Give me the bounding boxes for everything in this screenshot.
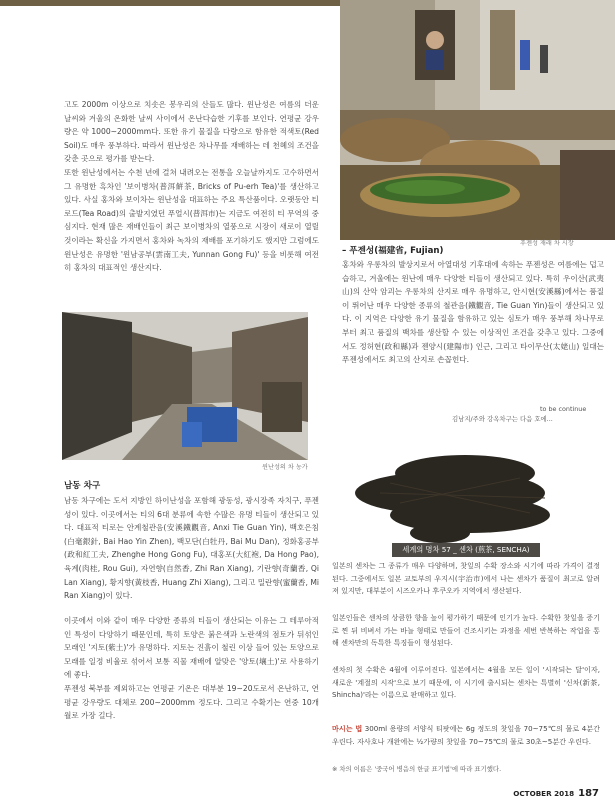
south-region-title: 남동 차구 [64, 481, 101, 491]
top-accent-bar-left [0, 0, 340, 6]
tea-market-caption: 푸젠성 재래 차 시장 [520, 240, 574, 247]
brewing-label: 마시는 법 [332, 724, 363, 733]
sencha-paragraph-3: 센차의 첫 수확은 4월에 이루어진다. 일본에서는 4월을 모든 일이 '시작되는 달'이자, 새로운 '계절의 시작'으로 보기 때문에, 이 시기에 출시되는 센차는 특별히 '신차(新茶, Shincha)'라는 이름으로 판매하고 있다. [332, 665, 600, 700]
intro-paragraph-1: 고도 2000m 이상으로 치솟은 봉우리의 산들도 많다. 윈난성은 여름의 더운 날씨와 겨울의 온화한 날씨 사이에서 온난다습한 기후를 보인다. 연평균 강우량은 약 1000~2000mm다. 또한 유기 물질을 다량으로 함유한 적색토(Red Soil)도 매우 풍부하다. 따라서 윈난성은 차나무를 재배하는 데 천혜의 조건을 갖춘 곳으로 평가를 받는다. [64, 100, 319, 164]
fujian-title: – 푸젠성(福建省, Fujian) [342, 246, 444, 256]
page-footer [513, 788, 599, 799]
tea-market-illustration [340, 0, 615, 240]
sencha-banner: 세계의 명차 57 _ 센차 (煎茶, SENCHA) [392, 543, 540, 557]
brewing-text: 300ml 용량의 서양식 티팟에는 6g 정도의 찻잎을 70~75℃의 물로 4분간 우린다. 자사호나 개완에는 ½가량의 찻잎을 70~75℃의 물로 30초~5분간 우린다. [332, 724, 600, 746]
fujian-paragraph: 홍차와 우롱차의 발상지로서 아열대성 기후대에 속하는 푸젠성은 여름에는 덥고 습하고, 겨울에는 윈난에 매우 다양한 티들이 생산되고 있다. 특히 우이산(武夷山)의 산악 암괴는 우롱차의 산지로 매우 유명하고, 안시현(安溪縣)에서는 품질이 뛰어난 매우 다양한 종류의 철관음(鐵觀音, Tie Guan Yin)들이 생산되고 있다. 이 지역은 다양한 유기 물질을 함유하고 있는 심토가 매우 풍부해 차나무로부터 최고 품질의 백차를 생산할 수 있는 이상적인 조건을 갖추고 있다. 그중에서도 정허현(政和縣)과 젠양시(建陽市) 인근, 그리고 타이무산(太姥山) 일대는 푸젠성에서도 최고의 산지로 손꼽힌다. [342, 260, 604, 365]
sencha-paragraph-2: 일본인들은 센차의 상큼한 향을 높이 평가하기 때문에 인기가 높다. 수확한 찻잎을 증기로 찐 뒤 비벼서 가는 바늘 형태로 만들어 건조시키는 과정을 세번 반복하는 작업을 통해 센차만의 독특한 특징들이 형성된다. [332, 613, 600, 648]
issue-month: OCTOBER 2018 [513, 789, 575, 798]
south-region-paragraph-2: 이곳에서 이와 같이 매우 다양한 종류의 티들이 생산되는 이유는 그 테루아적인 특성이 다양하기 때문인데, 특히 토양은 붉은색과 노란색의 점토가 뒤섞인 모래인 '지토(紫土)'가 유명하다. 지토는 진흙이 철린 이상 들어 있는 토양으로 모래를 일정 비율로 섞어서 보통 직물 재배에 알맞은 '양토(壤土)'로 사용하기에 좋다. [64, 616, 319, 680]
south-region-paragraph-1: 남동 차구에는 도서 지방인 하이난성을 포함해 광동성, 광시장족 자치구, 푸젠성이 있다. 이곳에서는 티의 6대 분류에 속한 수많은 유명 티들이 생산되고 있다. 대표적 티로는 안계철관음(安溪鐵觀音, Anxi Tie Guan Yin), 백호은침(白毫銀針, Bai Hao Yin Zhen), 백모단(白牡丹, Bai Mu Dan), 정화홍공부(政和紅工夫, Zhenghe Hong Gong Fu), 대홍포(大紅袍, Da Hong Pao), 육계(肉桂, Rou Gui), 자연향(自然香, Zhi Ran Xiang), 기란향(奇蘭香, Qi Lan Xiang), 황지향(黃枝香, Huang Zhi Xiang), 그리고 밀란향(蜜蘭香, Mi Ran Xiang)이 있다. [64, 496, 319, 601]
to-be-continued: to be continue [540, 405, 587, 413]
sencha-paragraph-1: 일본의 센차는 그 종류가 매우 다양하며, 찻잎의 수확 장소와 시기에 따라 가격이 결정된다. 그중에서도 일본 교토부의 우지시(宇治市)에서 나는 센차가 품질이 최고로 알려져 있지만, 대부분이 시즈오카나 후쿠오카 지역에서 생산된다. [332, 561, 600, 596]
tea-farm-street-photo [62, 312, 308, 460]
next-issue-note: 김남지/주와 강옥차구는 다음 호에... [452, 415, 553, 423]
south-region-paragraph-3: 푸젠성 북부를 제외하고는 연평균 기온은 대부분 19~20도로서 온난하고, 연평균 강우량도 대체로 200~2000mm 정도다. 그리고 수확기는 연중 10개월로 가장 길다. [64, 684, 319, 721]
intro-paragraph-2: 또한 윈난성에서는 수천 년에 걸쳐 내려오는 전통을 오늘날까지도 고수하면서 그 유명한 흑차인 '보이병차(普洱餠茶, Bricks of Pu-erh Tea)'를 생산하고 있다. 사실 홍차와 보이차는 윈난성을 대표하는 주요 특산품이다. 오랫동안 티 로드(Tea Road)의 출발지였던 푸얼시(普洱市)는 지금도 여전히 티 무역의 중심지다. 현재 많은 재배인들이 최근 보이병차의 열풍으로 시장이 새로이 열릴 것이라는 확신을 가지면서 홍차와 녹차의 재배를 포기하기도 했지만 그럼에도 윈난성은 유명한 '윈남공부(雲南工夫, Yunnan Gong Fu)' 등을 비롯해 여전히 홍차의 대표적인 생산지다. [64, 168, 319, 273]
sencha-leaves-photo [330, 443, 600, 631]
street-photo-caption: 윈난성의 차 농가 [262, 464, 308, 471]
brewing-method [332, 723, 600, 748]
naming-note: ※ 차의 이름은 '중국어 병음의 한글 표기법'에 따라 표기했다. [332, 765, 502, 773]
page-number: 187 [578, 788, 599, 799]
tea-market-photo [340, 0, 615, 240]
sencha-leaves-illustration [330, 443, 600, 631]
street-illustration [62, 312, 308, 460]
